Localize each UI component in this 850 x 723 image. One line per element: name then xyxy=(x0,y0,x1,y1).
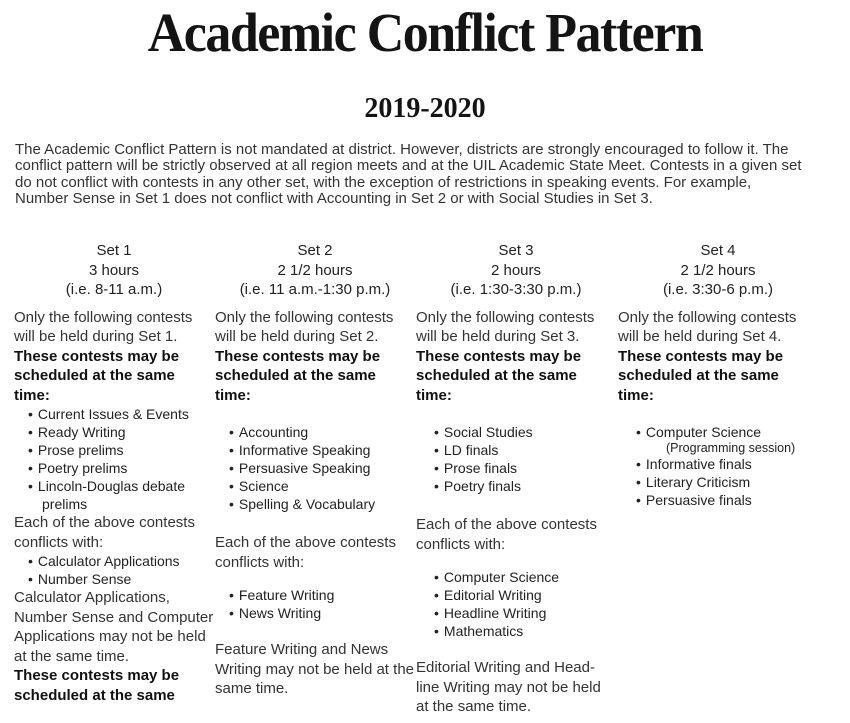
set-1-contest-list xyxy=(14,405,214,513)
set-3-name: Set 3 xyxy=(498,242,534,259)
list-item: • LD finals xyxy=(434,441,616,459)
set-2-conflict-list xyxy=(215,586,415,622)
set-2-column xyxy=(215,241,415,699)
list-item: • Accounting xyxy=(229,423,415,441)
set-1-time: (i.e. 8-11 a.m.) xyxy=(65,281,163,298)
set-2-contest-list xyxy=(215,423,415,513)
set-1-same-time: These contests may be scheduled at the same time: xyxy=(14,347,180,404)
list-item: • Persuasive Speaking xyxy=(229,459,415,477)
set-2-same-time: These contests may be scheduled at the same time: xyxy=(215,347,381,404)
school-year: 2019-2020 xyxy=(364,93,486,124)
list-item: • Number Sense xyxy=(28,570,214,588)
set-3-held-text: Only the following contests will be held during Set 3. xyxy=(416,308,595,345)
list-item: • Science xyxy=(229,477,415,495)
list-item: • Calculator Applications xyxy=(28,552,214,570)
set-2-note: Feature Writing and News Writing may not be held at the same time. xyxy=(215,641,414,697)
list-item: • News Writing xyxy=(229,604,415,622)
set-3-column xyxy=(416,241,616,717)
list-item: • Headline Writing xyxy=(434,604,616,622)
list-item: • Poetry finals xyxy=(434,477,616,495)
list-item: • Computer Science (Programming session) xyxy=(636,423,818,455)
set-1-note: Calculator Applications, Number Sense and Computer Applications may not be held at the same time. xyxy=(14,589,214,665)
set-2-held-text: Only the following contests will be held during Set 2. xyxy=(215,308,394,345)
list-item: • Literary Criticism xyxy=(636,473,818,491)
list-item: • Current Issues & Events xyxy=(28,405,214,423)
set-3-conflicts-text: Each of the above contests conflicts with: xyxy=(416,516,597,553)
list-item: • Feature Writing xyxy=(229,586,415,604)
set-2-name: Set 2 xyxy=(297,242,333,259)
set-1-conflicts-text: Each of the above contests conflicts with: xyxy=(14,514,195,551)
list-item: • Persuasive finals xyxy=(636,491,818,509)
set-4-contest-list xyxy=(618,423,818,509)
set-3-conflict-list xyxy=(416,568,616,640)
set-1-duration: 3 hours xyxy=(88,261,140,279)
list-item: • Lincoln-Douglas debate prelims xyxy=(28,477,214,513)
set-3-same-time: These contests may be scheduled at the same time: xyxy=(416,347,582,404)
set-1-conflict-list xyxy=(14,552,214,588)
programming-session-note: (Programming session) xyxy=(666,441,796,455)
set-2-duration: 2 1/2 hours xyxy=(277,261,353,279)
list-item: • Spelling & Vocabulary xyxy=(229,495,415,513)
list-item: • Ready Writing xyxy=(28,423,214,441)
set-3-duration: 2 hours xyxy=(490,261,542,279)
list-item: • Computer Science xyxy=(434,568,616,586)
list-item: • Informative finals xyxy=(636,455,818,473)
set-3-time: (i.e. 1:30-3:30 p.m.) xyxy=(450,281,582,298)
set-2-time: (i.e. 11 a.m.-1:30 p.m.) xyxy=(239,281,391,298)
set-3-contest-list xyxy=(416,423,616,495)
list-item: • Poetry prelims xyxy=(28,459,214,477)
set-1-column xyxy=(14,241,214,705)
list-item: • Informative Speaking xyxy=(229,441,415,459)
list-item: • Mathematics xyxy=(434,622,616,640)
list-item: • Prose finals xyxy=(434,459,616,477)
set-4-time: (i.e. 3:30-6 p.m.) xyxy=(662,281,774,298)
set-1-name: Set 1 xyxy=(96,242,132,259)
list-item: • Social Studies xyxy=(434,423,616,441)
set-4-same-time: These contests may be scheduled at the same time: xyxy=(618,347,784,404)
set-1-tail: These contests may be scheduled at the same xyxy=(14,667,180,704)
set-2-conflicts-text: Each of the above contests conflicts with: xyxy=(215,534,396,571)
page-title: Academic Conflict Pattern xyxy=(147,3,703,64)
set-3-note: Editorial Writing and Head-line Writing may not be held at the same time. xyxy=(416,659,601,715)
set-4-held-text: Only the following contests will be held during Set 4. xyxy=(618,308,797,345)
set-4-duration: 2 1/2 hours xyxy=(680,261,756,279)
set-4-column xyxy=(618,241,818,509)
set-1-held-text: Only the following contests will be held during Set 1. xyxy=(14,308,193,345)
set-4-name: Set 4 xyxy=(700,242,736,259)
intro-paragraph: The Academic Conflict Pattern is not mandated at district. However, districts are strongly encouraged to follow it. The conflict pattern will be strictly observed at all region meets and at the UIL Academic State Meet. Contests in a given set do not conflict with contests in any other set, with the exception of restrictions in speaking events. For example, Number Sense in Set 1 does not conflict with Accounting in Set 2 or with Social Studies in Set 3. xyxy=(15,141,802,208)
list-item: • Prose prelims xyxy=(28,441,214,459)
list-item: • Editorial Writing xyxy=(434,586,616,604)
